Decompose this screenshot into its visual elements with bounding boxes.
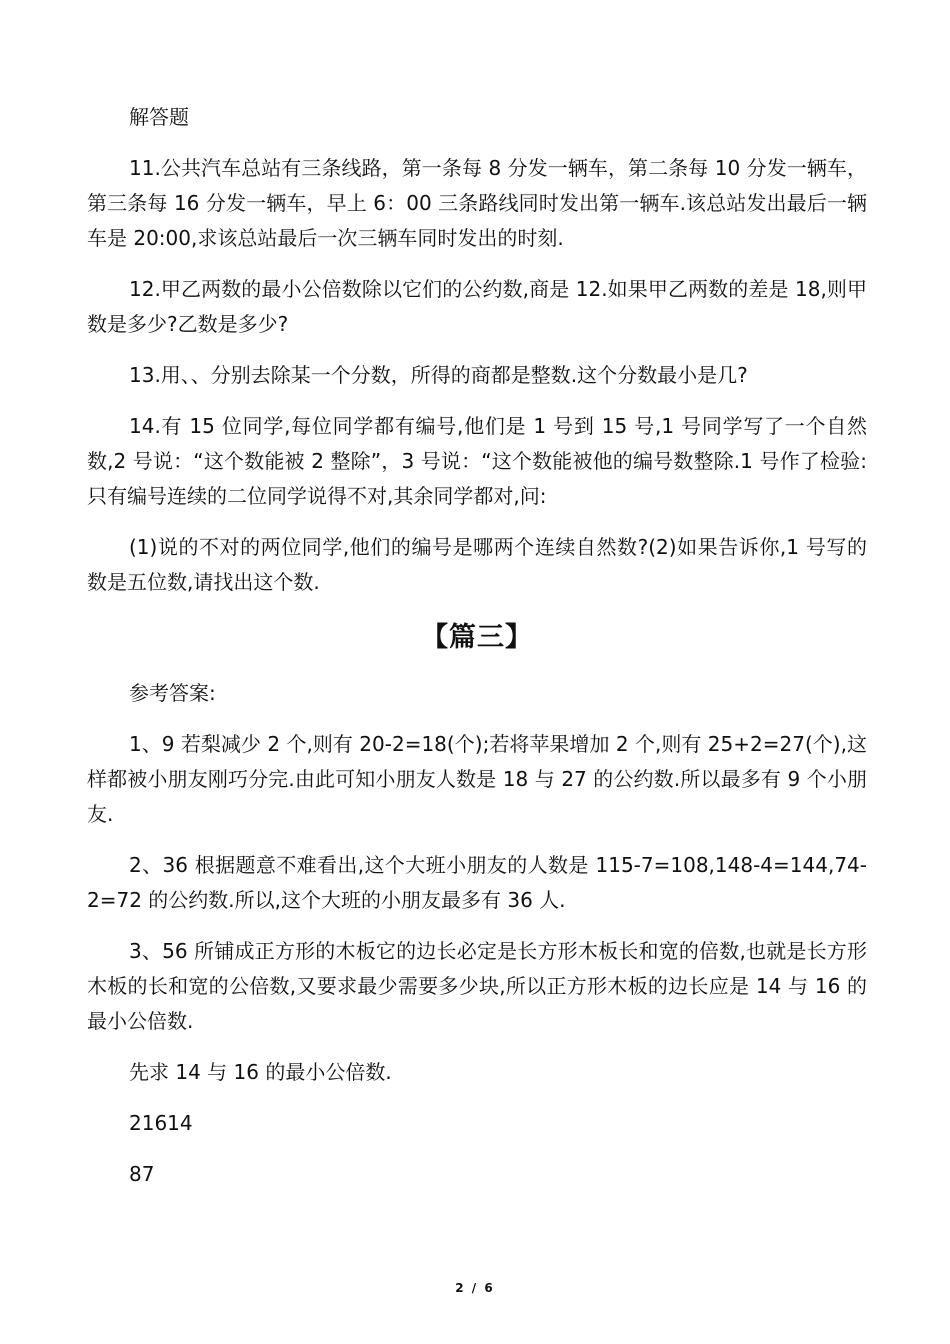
- page-number: 2 / 6: [455, 1281, 495, 1295]
- document-page: [87, 100, 867, 1208]
- part-heading: 【篇三】: [421, 622, 533, 653]
- question-11: 11.公共汽车总站有三条线路，第一条每 8 分发一辆车，第二条每 10 分发一辆车，第三条每 16 分发一辆车，早上 6：00 三条路线同时发出第一辆车.该总站发出最后一辆车是 20:00,求该总站最后一次三辆车同时发出的时刻.: [87, 156, 867, 250]
- question-14: 14.有 15 位同学,每位同学都有编号,他们是 1 号到 15 号,1 号同学写了一个自然数,2 号说：“这个数能被 2 整除”，3 号说：“这个数能被他的编号数整除.1 号作了检验:只有编号连续的二位同学说得不对,其余同学都对,问:: [87, 414, 867, 508]
- answer-2: 2、36 根据题意不难看出,这个大班小朋友的人数是 115-7=108,148-4=144,74-2=72 的公约数.所以,这个大班的小朋友最多有 36 人.: [87, 853, 867, 912]
- question-13: 13.用、、分别去除某一个分数，所得的商都是整数.这个分数最小是几?: [129, 363, 748, 387]
- question-12: 12.甲乙两数的最小公倍数除以它们的公约数,商是 12.如果甲乙两数的差是 18,则甲数是多少?乙数是多少?: [87, 277, 867, 336]
- answer-label: 参考答案:: [129, 681, 216, 705]
- answer-3-step: 先求 14 与 16 的最小公倍数.: [129, 1060, 392, 1084]
- answer-1: 1、9 若梨减少 2 个,则有 20-2=18(个);若将苹果增加 2 个,则有 25+2=27(个),这样都被小朋友刚巧分完.由此可知小朋友人数是 18 与 27 的公约数.所以最多有 9 个小朋友.: [87, 732, 867, 826]
- section-label: 解答题: [129, 105, 189, 129]
- answer-3-calc-line-1: 21614: [129, 1111, 193, 1135]
- answer-3-calc-line-2: 87: [129, 1162, 155, 1186]
- answer-3: 3、56 所铺成正方形的木板它的边长必定是长方形木板长和宽的倍数,也就是长方形木板的长和宽的公倍数,又要求最少需要多少块,所以正方形木板的边长应是 14 与 16 的最小公倍数.: [87, 939, 867, 1033]
- question-14-subparts: (1)说的不对的两位同学,他们的编号是哪两个连续自然数?(2)如果告诉你,1 号写的数是五位数,请找出这个数.: [87, 535, 867, 594]
